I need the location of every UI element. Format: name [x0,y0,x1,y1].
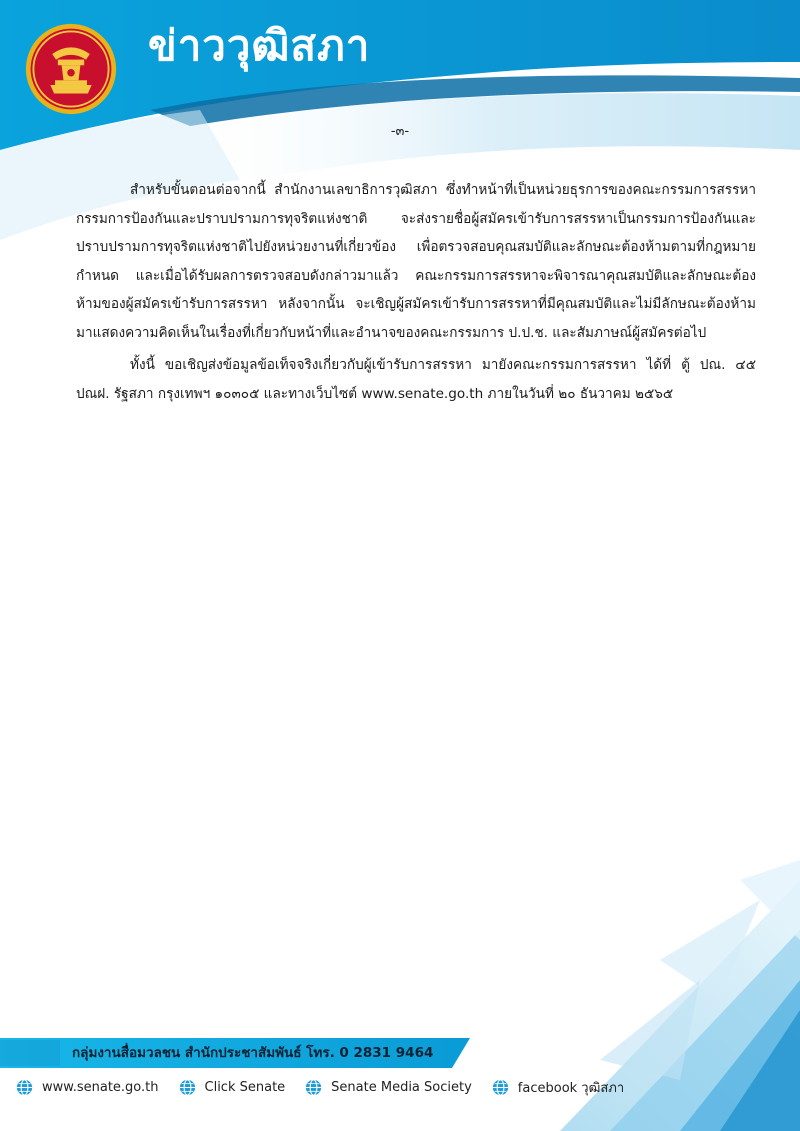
globe-icon [16,1079,33,1096]
footer-department: กลุ่มงานสื่อมวลชน สำนักประชาสัมพันธ์ โทร. 0 2831 9464 [72,1045,434,1061]
globe-icon [179,1079,196,1096]
parliament-emblem-icon [24,22,118,116]
footer-link-label: Click Senate [204,1079,286,1095]
footer-link-label: facebook วุฒิสภา [517,1080,625,1096]
footer-links [16,1074,644,1100]
globe-icon [305,1079,322,1096]
paragraph: สำหรับขั้นตอนต่อจากนี้ สำนักงานเลขาธิการวุฒิสภา ซึ่งทำหน้าที่เป็นหน่วยธุรการของคณะกรรมการสรรหากรรมการป้องกันและปราบปรามการทุจริตแห่งชาติ จะส่งรายชื่อผู้สมัครเข้ารับการสรรหาเป็นกรรมการป้องกันและปราบปรามการทุจริตแห่งชาติไปยังหน่วยงานที่เกี่ยวข้อง เพื่อตรวจสอบคุณสมบัติและลักษณะต้องห้ามตามที่กฎหมายกำหนด และเมื่อได้รับผลการตรวจสอบดังกล่าวมาแล้ว คณะกรรมการสรรหาจะพิจารณาคุณสมบัติและลักษณะต้องห้ามของผู้สมัครเข้ารับการสรรหา หลังจากนั้น จะเชิญผู้สมัครเข้ารับการสรรหาที่มีคุณสมบัติและไม่มีลักษณะต้องห้ามมาแสดงความคิดเห็นในเรื่องที่เกี่ยวกับหน้าที่และอำนาจของคณะกรรมการ ป.ป.ช. และสัมภาษณ์ผู้สมัครต่อไป [76,182,756,341]
masthead-title: ข่าววุฒิสภา [148,21,371,70]
news-body [76,176,756,408]
footer-link-media-society[interactable] [305,1079,472,1096]
page-number: -๓- [390,124,410,139]
footer-link-website[interactable] [16,1079,159,1096]
globe-icon [492,1079,509,1096]
footer-link-label: Senate Media Society [331,1079,472,1095]
footer-link-label: www.senate.go.th [42,1079,159,1095]
paragraph: ทั้งนี้ ขอเชิญส่งข้อมูลข้อเท็จจริงเกี่ยวกับผู้เข้ารับการสรรหา มายังคณะกรรมการสรรหา ได้ที่ ตู้ ปณ. ๔๕ ปณฝ. รัฐสภา กรุงเทพฯ ๑๐๓๐๕ และทางเว็บไซต์ www.senate.go.th ภายในวันที่ ๒๐ ธันวาคม ๒๕๖๕ [76,357,756,402]
footer-link-click-senate[interactable] [179,1079,286,1096]
footer-link-facebook[interactable] [492,1077,624,1098]
